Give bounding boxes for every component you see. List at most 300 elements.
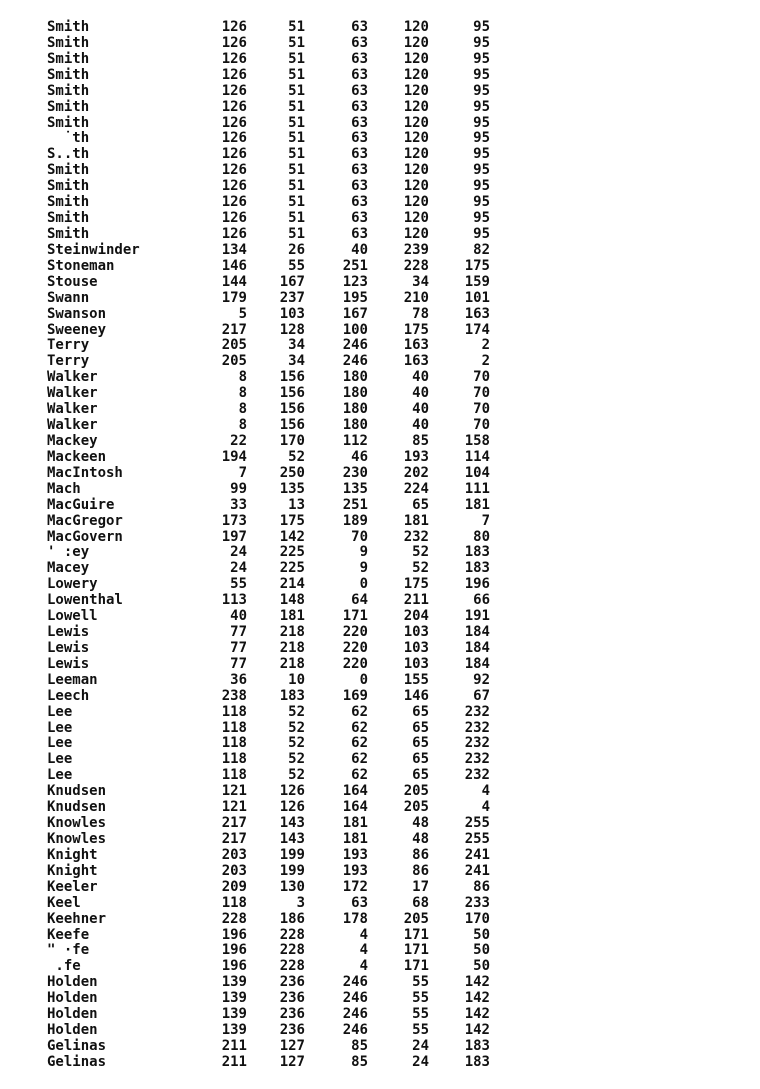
value-cell-5: 92 (473, 671, 490, 688)
value-cell-5: 184 (464, 624, 490, 641)
name-cell: Leech (47, 687, 90, 704)
value-cell-3: 246 (342, 1022, 368, 1039)
value-cell-5: 95 (473, 114, 490, 131)
value-cell-5: 80 (473, 528, 490, 545)
value-cell-2: 52 (288, 767, 305, 784)
table-row (0, 593, 760, 609)
value-cell-1: 126 (221, 98, 247, 115)
value-cell-5: 95 (473, 194, 490, 211)
value-cell-3: 63 (351, 146, 368, 163)
value-cell-3: 180 (342, 401, 368, 418)
value-cell-4: 103 (403, 655, 429, 672)
name-cell: MacGregor (47, 512, 123, 529)
value-cell-2: 55 (288, 257, 305, 274)
value-cell-1: 24 (230, 560, 247, 577)
name-cell: Walker (47, 385, 98, 402)
value-cell-3: 178 (342, 910, 368, 927)
name-cell: Keel (47, 894, 81, 911)
name-cell: Keehner (47, 910, 107, 927)
value-cell-3: 189 (342, 512, 368, 529)
value-cell-2: 148 (279, 592, 305, 609)
value-cell-4: 175 (403, 321, 429, 338)
value-cell-4: 120 (403, 82, 429, 99)
value-cell-4: 86 (412, 862, 429, 879)
value-cell-5: 142 (464, 1006, 490, 1023)
value-cell-1: 77 (230, 655, 247, 672)
value-cell-3: 62 (351, 751, 368, 768)
value-cell-3: 64 (351, 592, 368, 609)
value-cell-3: 246 (342, 974, 368, 991)
table-row (0, 195, 760, 211)
value-cell-1: 8 (238, 417, 247, 434)
table-row (0, 784, 760, 800)
name-cell: MacIntosh (47, 464, 123, 481)
value-cell-1: 179 (221, 289, 247, 306)
value-cell-4: 120 (403, 19, 429, 35)
value-cell-2: 34 (288, 337, 305, 354)
value-cell-4: 85 (412, 432, 429, 449)
table-row (0, 1039, 760, 1055)
value-cell-3: 180 (342, 385, 368, 402)
value-cell-2: 142 (279, 528, 305, 545)
table-row (0, 307, 760, 323)
value-cell-1: 118 (221, 751, 247, 768)
name-cell: ' :ey (47, 544, 90, 561)
value-cell-4: 146 (403, 687, 429, 704)
value-cell-2: 51 (288, 162, 305, 179)
value-cell-4: 86 (412, 846, 429, 863)
value-cell-2: 156 (279, 401, 305, 418)
value-cell-5: 233 (464, 894, 490, 911)
table-row (0, 386, 760, 402)
table-row (0, 959, 760, 975)
value-cell-2: 236 (279, 1006, 305, 1023)
value-cell-5: 184 (464, 639, 490, 656)
value-cell-2: 51 (288, 82, 305, 99)
value-cell-1: 211 (221, 1053, 247, 1070)
value-cell-2: 52 (288, 735, 305, 752)
table-row (0, 800, 760, 816)
value-cell-4: 120 (403, 130, 429, 147)
value-cell-2: 51 (288, 114, 305, 131)
table-row (0, 434, 760, 450)
value-cell-2: 126 (279, 799, 305, 816)
value-cell-2: 51 (288, 178, 305, 195)
value-cell-1: 203 (221, 846, 247, 863)
value-cell-5: 2 (481, 353, 490, 370)
name-cell: Smith (47, 178, 90, 195)
name-cell: Keefe (47, 926, 90, 943)
value-cell-3: 0 (359, 671, 368, 688)
value-cell-3: 181 (342, 815, 368, 832)
value-cell-4: 52 (412, 560, 429, 577)
value-cell-5: 86 (473, 878, 490, 895)
name-cell: MacGuire (47, 496, 115, 513)
value-cell-4: 65 (412, 751, 429, 768)
value-cell-3: 195 (342, 289, 368, 306)
table-row (0, 20, 760, 36)
table-row (0, 768, 760, 784)
value-cell-4: 68 (412, 894, 429, 911)
value-cell-1: 194 (221, 448, 247, 465)
value-cell-3: 171 (342, 608, 368, 625)
value-cell-3: 46 (351, 448, 368, 465)
value-cell-4: 120 (403, 225, 429, 242)
value-cell-2: 236 (279, 1022, 305, 1039)
value-cell-1: 8 (238, 401, 247, 418)
value-cell-1: 126 (221, 130, 247, 147)
value-cell-3: 0 (359, 576, 368, 593)
value-cell-3: 172 (342, 878, 368, 895)
name-cell: Knight (47, 862, 98, 879)
value-cell-4: 40 (412, 385, 429, 402)
value-cell-4: 65 (412, 703, 429, 720)
value-cell-3: 62 (351, 703, 368, 720)
name-cell: Terry (47, 353, 90, 370)
table-row (0, 450, 760, 466)
value-cell-5: 95 (473, 146, 490, 163)
value-cell-2: 10 (288, 671, 305, 688)
value-cell-3: 169 (342, 687, 368, 704)
table-row (0, 275, 760, 291)
value-cell-2: 103 (279, 305, 305, 322)
value-cell-5: 183 (464, 544, 490, 561)
name-cell: Lewis (47, 639, 90, 656)
value-cell-4: 52 (412, 544, 429, 561)
value-cell-4: 55 (412, 974, 429, 991)
value-cell-2: 51 (288, 146, 305, 163)
value-cell-1: 126 (221, 162, 247, 179)
value-cell-2: 183 (279, 687, 305, 704)
value-cell-2: 181 (279, 608, 305, 625)
value-cell-4: 55 (412, 1022, 429, 1039)
value-cell-2: 175 (279, 512, 305, 529)
table-row (0, 179, 760, 195)
value-cell-4: 103 (403, 624, 429, 641)
value-cell-2: 156 (279, 369, 305, 386)
value-cell-5: 95 (473, 66, 490, 83)
value-cell-2: 34 (288, 353, 305, 370)
value-cell-3: 246 (342, 1006, 368, 1023)
value-cell-2: 156 (279, 417, 305, 434)
table-row (0, 1023, 760, 1039)
value-cell-5: 159 (464, 273, 490, 290)
value-cell-4: 205 (403, 910, 429, 927)
value-cell-5: 255 (464, 831, 490, 848)
name-cell: Keeler (47, 878, 98, 895)
value-cell-5: 232 (464, 767, 490, 784)
value-cell-4: 120 (403, 50, 429, 67)
value-cell-3: 180 (342, 417, 368, 434)
value-cell-3: 62 (351, 767, 368, 784)
value-cell-5: 4 (481, 799, 490, 816)
name-cell: Holden (47, 974, 98, 991)
name-cell: Lee (47, 735, 73, 752)
value-cell-4: 40 (412, 369, 429, 386)
table-row (0, 816, 760, 832)
table-row (0, 975, 760, 991)
table-row (0, 721, 760, 737)
value-cell-2: 52 (288, 719, 305, 736)
value-cell-5: 66 (473, 592, 490, 609)
value-cell-2: 127 (279, 1053, 305, 1070)
value-cell-1: 217 (221, 321, 247, 338)
value-cell-1: 238 (221, 687, 247, 704)
value-cell-2: 51 (288, 210, 305, 227)
value-cell-5: 70 (473, 417, 490, 434)
value-cell-4: 232 (403, 528, 429, 545)
value-cell-2: 51 (288, 66, 305, 83)
value-cell-3: 251 (342, 257, 368, 274)
value-cell-5: 70 (473, 369, 490, 386)
value-cell-3: 4 (359, 926, 368, 943)
value-cell-2: 156 (279, 385, 305, 402)
value-cell-3: 230 (342, 464, 368, 481)
value-cell-3: 63 (351, 210, 368, 227)
value-cell-1: 139 (221, 1022, 247, 1039)
value-cell-1: 196 (221, 942, 247, 959)
table-row (0, 418, 760, 434)
value-cell-2: 218 (279, 639, 305, 656)
name-cell: Smith (47, 19, 90, 35)
value-cell-3: 63 (351, 130, 368, 147)
value-cell-1: 40 (230, 608, 247, 625)
name-cell: Smith (47, 162, 90, 179)
value-cell-5: 95 (473, 82, 490, 99)
value-cell-4: 120 (403, 210, 429, 227)
value-cell-2: 51 (288, 98, 305, 115)
value-cell-3: 135 (342, 480, 368, 497)
value-cell-5: 95 (473, 50, 490, 67)
value-cell-5: 95 (473, 225, 490, 242)
value-cell-1: 196 (221, 926, 247, 943)
table-row (0, 609, 760, 625)
name-cell: Smith (47, 66, 90, 83)
value-cell-5: 111 (464, 480, 490, 497)
data-listing (0, 20, 760, 1071)
value-cell-4: 155 (403, 671, 429, 688)
table-row (0, 1055, 760, 1071)
value-cell-4: 175 (403, 576, 429, 593)
table-row (0, 928, 760, 944)
value-cell-3: 100 (342, 321, 368, 338)
value-cell-4: 202 (403, 464, 429, 481)
value-cell-3: 40 (351, 241, 368, 258)
value-cell-5: 67 (473, 687, 490, 704)
value-cell-4: 65 (412, 767, 429, 784)
value-cell-5: 181 (464, 496, 490, 513)
table-row (0, 131, 760, 147)
value-cell-1: 126 (221, 66, 247, 83)
name-cell: Stoneman (47, 257, 115, 274)
value-cell-1: 33 (230, 496, 247, 513)
value-cell-4: 78 (412, 305, 429, 322)
value-cell-2: 52 (288, 703, 305, 720)
table-row (0, 147, 760, 163)
name-cell: ˙th (47, 130, 90, 147)
value-cell-3: 181 (342, 831, 368, 848)
value-cell-2: 52 (288, 448, 305, 465)
value-cell-3: 63 (351, 19, 368, 35)
value-cell-4: 171 (403, 942, 429, 959)
value-cell-1: 134 (221, 241, 247, 258)
value-cell-2: 214 (279, 576, 305, 593)
value-cell-5: 2 (481, 337, 490, 354)
value-cell-5: 95 (473, 19, 490, 35)
value-cell-2: 52 (288, 751, 305, 768)
name-cell: Macey (47, 560, 90, 577)
name-cell: Knowles (47, 831, 107, 848)
name-cell: Walker (47, 369, 98, 386)
value-cell-5: 232 (464, 735, 490, 752)
value-cell-1: 118 (221, 719, 247, 736)
value-cell-2: 225 (279, 560, 305, 577)
name-cell: MacGovern (47, 528, 123, 545)
table-row (0, 577, 760, 593)
name-cell: Terry (47, 337, 90, 354)
value-cell-5: 4 (481, 783, 490, 800)
value-cell-5: 183 (464, 1053, 490, 1070)
value-cell-5: 70 (473, 401, 490, 418)
value-cell-1: 7 (238, 464, 247, 481)
value-cell-1: 126 (221, 114, 247, 131)
value-cell-5: 95 (473, 162, 490, 179)
value-cell-2: 130 (279, 878, 305, 895)
table-row (0, 736, 760, 752)
value-cell-2: 218 (279, 655, 305, 672)
value-cell-3: 63 (351, 225, 368, 242)
value-cell-3: 193 (342, 862, 368, 879)
value-cell-4: 17 (412, 878, 429, 895)
value-cell-2: 143 (279, 831, 305, 848)
value-cell-1: 139 (221, 974, 247, 991)
value-cell-5: 7 (481, 512, 490, 529)
value-cell-3: 4 (359, 942, 368, 959)
value-cell-4: 65 (412, 735, 429, 752)
table-row (0, 338, 760, 354)
name-cell: Walker (47, 401, 98, 418)
value-cell-5: 101 (464, 289, 490, 306)
name-cell: Swanson (47, 305, 107, 322)
value-cell-2: 3 (296, 894, 305, 911)
table-row (0, 514, 760, 530)
table-row (0, 52, 760, 68)
table-row (0, 100, 760, 116)
value-cell-3: 63 (351, 894, 368, 911)
table-row (0, 641, 760, 657)
name-cell: Lewis (47, 655, 90, 672)
value-cell-2: 51 (288, 19, 305, 35)
value-cell-5: 163 (464, 305, 490, 322)
value-cell-2: 237 (279, 289, 305, 306)
table-row (0, 259, 760, 275)
name-cell: .fe (47, 958, 81, 975)
table-row (0, 625, 760, 641)
name-cell: Lee (47, 719, 73, 736)
value-cell-1: 8 (238, 369, 247, 386)
value-cell-4: 120 (403, 66, 429, 83)
value-cell-4: 120 (403, 114, 429, 131)
value-cell-5: 50 (473, 926, 490, 943)
value-cell-4: 205 (403, 783, 429, 800)
value-cell-5: 95 (473, 98, 490, 115)
value-cell-1: 113 (221, 592, 247, 609)
value-cell-5: 183 (464, 1038, 490, 1054)
value-cell-1: 99 (230, 480, 247, 497)
table-row (0, 116, 760, 132)
table-row (0, 370, 760, 386)
value-cell-3: 164 (342, 783, 368, 800)
value-cell-1: 209 (221, 878, 247, 895)
value-cell-4: 204 (403, 608, 429, 625)
name-cell: Knudsen (47, 783, 107, 800)
value-cell-5: 70 (473, 385, 490, 402)
value-cell-2: 51 (288, 130, 305, 147)
value-cell-4: 55 (412, 1006, 429, 1023)
value-cell-3: 63 (351, 50, 368, 67)
value-cell-3: 164 (342, 799, 368, 816)
value-cell-1: 126 (221, 34, 247, 51)
value-cell-3: 9 (359, 560, 368, 577)
value-cell-4: 65 (412, 496, 429, 513)
table-row (0, 211, 760, 227)
table-row (0, 68, 760, 84)
value-cell-5: 232 (464, 751, 490, 768)
table-row (0, 545, 760, 561)
table-row (0, 354, 760, 370)
value-cell-2: 228 (279, 926, 305, 943)
name-cell: Mackeen (47, 448, 107, 465)
value-cell-1: 126 (221, 50, 247, 67)
table-row (0, 482, 760, 498)
value-cell-2: 127 (279, 1038, 305, 1054)
value-cell-1: 118 (221, 767, 247, 784)
value-cell-3: 220 (342, 655, 368, 672)
value-cell-2: 236 (279, 990, 305, 1007)
name-cell: Walker (47, 417, 98, 434)
value-cell-1: 77 (230, 624, 247, 641)
table-row (0, 243, 760, 259)
table-row (0, 752, 760, 768)
value-cell-4: 34 (412, 273, 429, 290)
value-cell-1: 139 (221, 1006, 247, 1023)
value-cell-4: 163 (403, 337, 429, 354)
value-cell-5: 184 (464, 655, 490, 672)
table-row (0, 896, 760, 912)
value-cell-3: 62 (351, 735, 368, 752)
value-cell-1: 217 (221, 831, 247, 848)
value-cell-1: 217 (221, 815, 247, 832)
name-cell: Stouse (47, 273, 98, 290)
name-cell: Holden (47, 990, 98, 1007)
value-cell-3: 63 (351, 34, 368, 51)
value-cell-3: 4 (359, 958, 368, 975)
value-cell-3: 180 (342, 369, 368, 386)
name-cell: Smith (47, 114, 90, 131)
value-cell-1: 36 (230, 671, 247, 688)
value-cell-1: 205 (221, 353, 247, 370)
table-row (0, 227, 760, 243)
value-cell-4: 120 (403, 34, 429, 51)
value-cell-1: 139 (221, 990, 247, 1007)
name-cell: Swann (47, 289, 90, 306)
table-row (0, 84, 760, 100)
value-cell-1: 126 (221, 178, 247, 195)
name-cell: " ·fe (47, 942, 90, 959)
value-cell-2: 143 (279, 815, 305, 832)
value-cell-3: 246 (342, 353, 368, 370)
value-cell-1: 121 (221, 799, 247, 816)
